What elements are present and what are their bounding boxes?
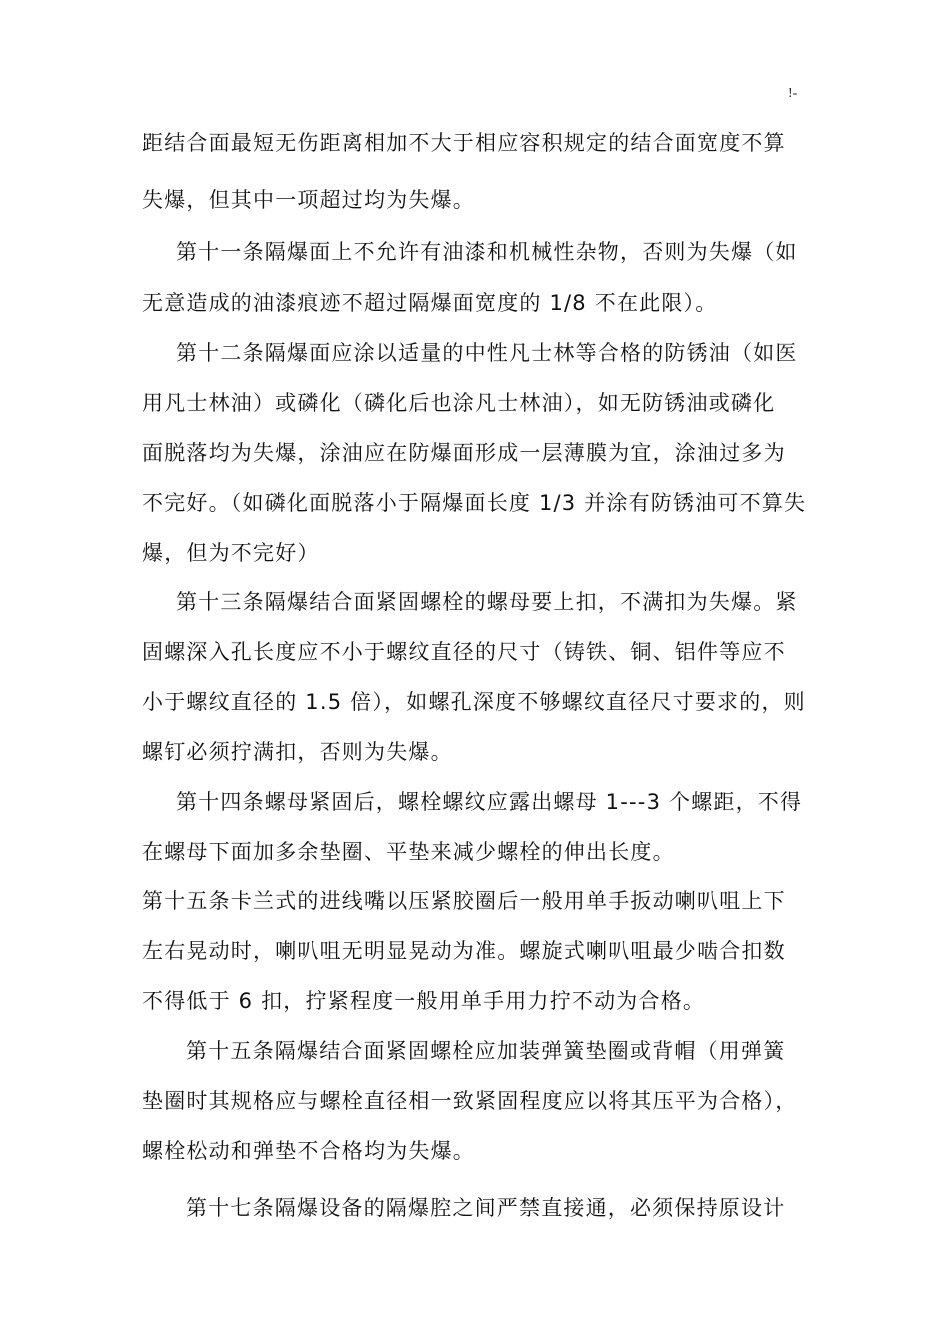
text-line: 第十五条卡兰式的进线嘴以压紧胶圈后一般用单手扳动喇叭咀上下 <box>142 889 786 913</box>
text-line: 在螺母下面加多余垫圈、平垫来减少螺栓的伸出长度。 <box>142 840 675 864</box>
text-line: 距结合面最短无伤距离相加不大于相应容积规定的结合面宽度不算 <box>142 131 786 155</box>
text-line: 垫圈时其规格应与螺栓直径相一致紧固程度应以将其压平为合格）， <box>142 1089 798 1113</box>
text-line: 第十三条隔爆结合面紧固螺栓的螺母要上扣，不满扣为失爆。紧 <box>176 590 798 614</box>
text-line: 螺钉必须拧满扣，否则为失爆。 <box>142 740 453 764</box>
text-line: 面脱落均为失爆，涂油应在防爆面形成一层薄膜为宜，涂油过多为 <box>142 441 786 465</box>
text-line: 左右晃动时，喇叭咀无明显晃动为准。螺旋式喇叭咀最少啮合扣数 <box>142 939 786 963</box>
text-line: 无意造成的油漆痕迹不超过隔爆面宽度的 1/8 不在此限）。 <box>142 291 718 315</box>
text-line: 第十四条螺母紧固后，螺栓螺纹应露出螺母 1---3 个螺距，不得 <box>176 790 803 814</box>
text-line: 不得低于 6 扣，拧紧程度一般用单手用力拧不动为合格。 <box>142 989 706 1013</box>
page-mark: !- <box>788 86 798 101</box>
text-line: 第十七条隔爆设备的隔爆腔之间严禁直接通，必须保持原设计 <box>186 1196 786 1220</box>
text-line: 第十二条隔爆面应涂以适量的中性凡士林等合格的防锈油（如医 <box>176 341 798 365</box>
text-line: 用凡士林油）或磷化（磷化后也涂凡士林油），如无防锈油或磷化 <box>142 391 776 415</box>
text-line: 螺栓松动和弹垫不合格均为失爆。 <box>142 1139 475 1163</box>
text-line: 小于螺纹直径的 1.5 倍），如螺孔深度不够螺纹直径尺寸要求的，则 <box>142 690 806 714</box>
text-line: 第十五条隔爆结合面紧固螺栓应加装弹簧垫圈或背帽（用弹簧 <box>186 1039 786 1063</box>
text-line: 不完好。（如磷化面脱落小于隔爆面长度 1/3 并涂有防锈油可不算失 <box>142 491 807 515</box>
text-line: 固螺深入孔长度应不小于螺纹直径的尺寸（铸铁、铜、铝件等应不 <box>142 640 786 664</box>
text-line: 失爆，但其中一项超过均为失爆。 <box>142 188 475 212</box>
text-line: 爆，但为不完好） <box>142 541 320 565</box>
text-line: 第十一条隔爆面上不允许有油漆和机械性杂物，否则为失爆（如 <box>176 240 798 264</box>
